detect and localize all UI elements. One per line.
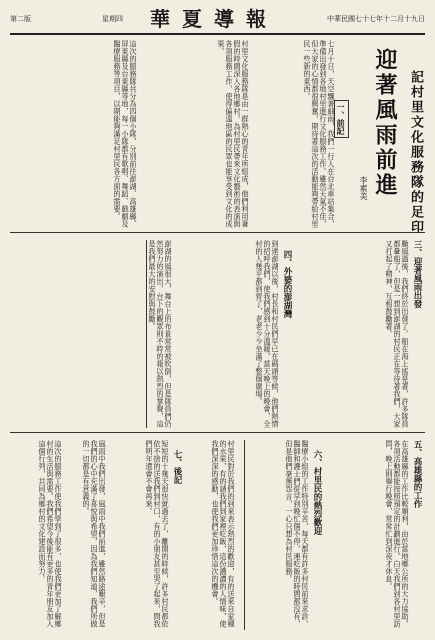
paragraph: 村里民對於我們的到來表示熱烈的歡迎，有的送來自家種的水果，有的請我們到家裡吃飯，這份濃濃的人情味，使我們深深的感動，也使我們更加珍惜這次的機會。 [211, 440, 236, 628]
section-heading: 四、外婆的澎湖灣 [282, 250, 292, 318]
paragraph: 七月十日，天空飄著細雨，我們一行人在台北車站集合，準備出發到各地村里進行文化服務工作。雖然天氣不佳，但大家的心情都很興奮，期待著這次的活動能夠帶給村里民一些新的東西。 [303, 40, 336, 228]
paragraph: 這次的服務隊共分為四個小隊，分別前往澎湖、高雄縣、屏東縣及台東縣等地，每一小隊都有歌唱、舞蹈、戲劇及醫療服務等項目，以期能夠滿足村里民各方面的需要。 [113, 40, 138, 228]
paragraph: 在高雄縣的工作比較順利，由於當地鄉公所的大力協助，各項活動都能按照預定的計劃進行。白天我們到各村里訪問，晚上則舉行晚會，常常忙到深夜才休息。 [385, 440, 410, 628]
section-heading: 五、高雄縣的工作 [412, 440, 422, 508]
page-header [10, 2, 425, 32]
article-title: 迎著風雨前進 [372, 48, 398, 198]
date-line: 中華民國七十七年十二月十九日 [327, 15, 425, 23]
article-subtitle: 記村里文化服務隊的足印 [408, 70, 423, 235]
weekday: 星期四 [102, 15, 123, 23]
column-rule [244, 440, 245, 630]
paragraph: 風雨中我們出發，風雨中我們前進，雖然路途艱辛，但是我們的心中充滿了喜悅與希望，因為我們知道，我們所做的一切都是有意義的。 [82, 440, 107, 628]
paragraph: 村里文化服務隊是由一群熱心的青年所組成，他們利用暑假的時間深入各地鄉村，為村里民帶來文化藝術的表演與各項服務工作，使得偏遠地區的民眾也能享受到文化的成果。 [217, 40, 250, 228]
paragraph: 醫療小組的工作特別辛苦，每天都有許多村民前來求診，醫師和護士們從早到晚忙個不停，連吃飯的時間都沒有，但是他們毫無怨言，一心只想為村民服務。 [285, 440, 310, 628]
header-rule [10, 33, 425, 35]
tier-rule [10, 432, 425, 433]
article-author: 李素美 [359, 176, 368, 200]
paragraph: 澎湖的風很大，舞台上的布景常常被吹倒，但是隊員們仍然努力的演出，台下的觀眾則不時的報以熱烈的掌聲，這是我們最大的安慰與鼓勵。 [148, 240, 173, 428]
section-heading: 七、後記 [172, 450, 182, 484]
column-rule [146, 240, 147, 428]
section-heading: 三、迎著風雨出發 [412, 240, 422, 308]
page-label: 第二版 [10, 15, 31, 23]
paragraph: 颱風過後，我們終於出發了。船在海上搖晃著，許多隊員都暈船了，但是一想到澎湖的村民正在等待著我們，大家又打起了精神，互相鼓勵著。 [385, 240, 410, 428]
kicker: 一、前記 [334, 100, 349, 138]
tier-rule [10, 232, 425, 233]
masthead: 華夏導報 [150, 6, 278, 31]
paragraph: 短短的十幾天很快就過去了，離開的時候，許多村民都依依不捨的送我們到村口，有的小朋友甚至哭了起來，問我們明年還會不會再來。 [145, 440, 170, 628]
paragraph: 到達澎湖以後，村長和村民們早已在碼頭等候，他們熱情的招呼我們，使我們感到十分溫暖。當天晚上的晚會，全村的人幾乎都到齊了，老老少少坐滿了整個廣場。 [255, 240, 280, 428]
section-heading: 六、村里民的熱烈歡迎 [312, 450, 322, 535]
paragraph: 這次的服務工作使我們學到了很多，也使我們更加了解鄉村的生活與需要。我們希望今後能有更多的青年朋友加入這個行列，共同為鄉村的文化建設而努力。 [38, 440, 63, 628]
